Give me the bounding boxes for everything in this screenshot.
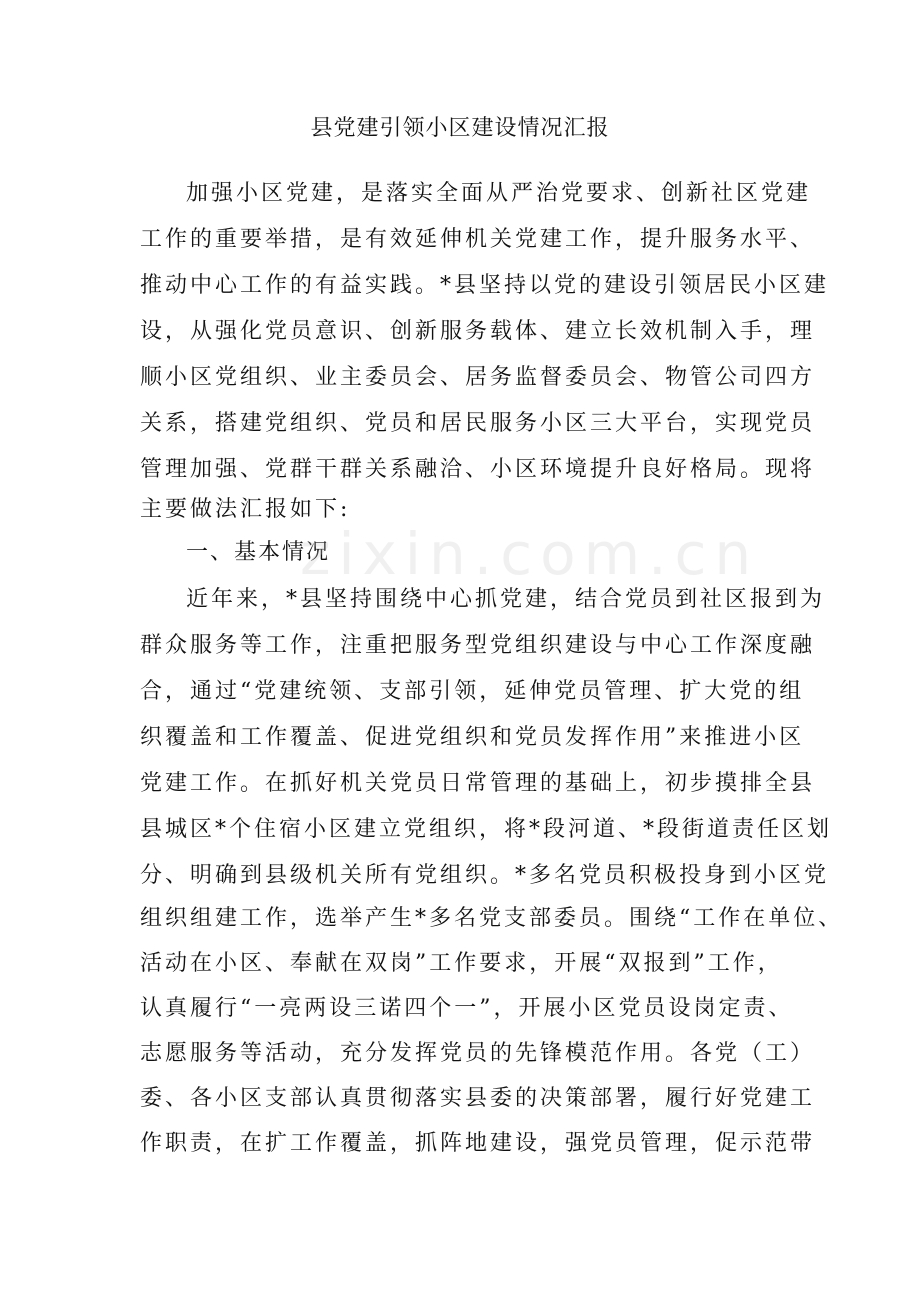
watermark: zixin.com.cn [300, 520, 760, 588]
paragraph-line: 分、明确到县级机关所有党组织。*多名党员积极投身到小区党 [140, 863, 830, 888]
paragraph-line: 设，从强化党员意识、创新服务载体、建立长效机制入手，理 [140, 319, 816, 344]
paragraph-line: 委、各小区支部认真贯彻落实县委的决策部署，履行好党建工 [140, 1086, 816, 1111]
paragraph-line: 工作的重要举措，是有效延伸机关党建工作，提升服务水平、 [140, 227, 816, 252]
paragraph-line: 推动中心工作的有益实践。*县坚持以党的建设引领居民小区建 [140, 273, 830, 298]
paragraph-line: 作职责，在扩工作覆盖，抓阵地建设，强党员管理，促示范带 [140, 1131, 816, 1156]
document-title: 县党建引领小区建设情况汇报 [310, 116, 610, 141]
paragraph-line: 加强小区党建，是落实全面从严治党要求、创新社区党建 [186, 181, 812, 206]
paragraph-line: 管理加强、党群干群关系融洽、小区环境提升良好格局。现将 [140, 457, 816, 482]
paragraph-line: 志愿服务等活动，充分发挥党员的先锋模范作用。各党（工） [140, 1041, 816, 1066]
paragraph-line: 织覆盖和工作覆盖、促进党组织和党员发挥作用”来推进小区 [140, 725, 805, 750]
paragraph-line: 党建工作。在抓好机关党员日常管理的基础上，初步摸排全县 [140, 771, 816, 796]
paragraph-line: 组织组建工作，选举产生*多名党支部委员。围绕“工作在单位、 [140, 906, 844, 931]
paragraph-line: 群众服务等工作，注重把服务型党组织建设与中心工作深度融 [140, 633, 816, 658]
paragraph-line: 活动在小区、奉献在双岗”工作要求，开展“双报到”工作， [140, 951, 783, 976]
section-heading: 一、基本情况 [186, 540, 331, 565]
paragraph-line: 合，通过“党建统领、支部引领，延伸党员管理、扩大党的组 [140, 679, 805, 704]
paragraph-line: 县城区*个住宿小区建立党组织，将*段河道、*段街道责任区划 [140, 817, 833, 842]
paragraph-line: 顺小区党组织、业主委员会、居务监督委员会、物管公司四方 [140, 365, 816, 390]
paragraph-line: 主要做法汇报如下: [140, 497, 351, 522]
paragraph-line: 近年来，*县坚持围绕中心抓党建，结合党员到社区报到为 [186, 587, 826, 612]
paragraph-line: 关系，搭建党组织、党员和居民服务小区三大平台，实现党员 [140, 411, 816, 436]
paragraph-line: 认真履行“一亮两设三诺四个一”，开展小区党员设岗定责、 [140, 996, 794, 1021]
